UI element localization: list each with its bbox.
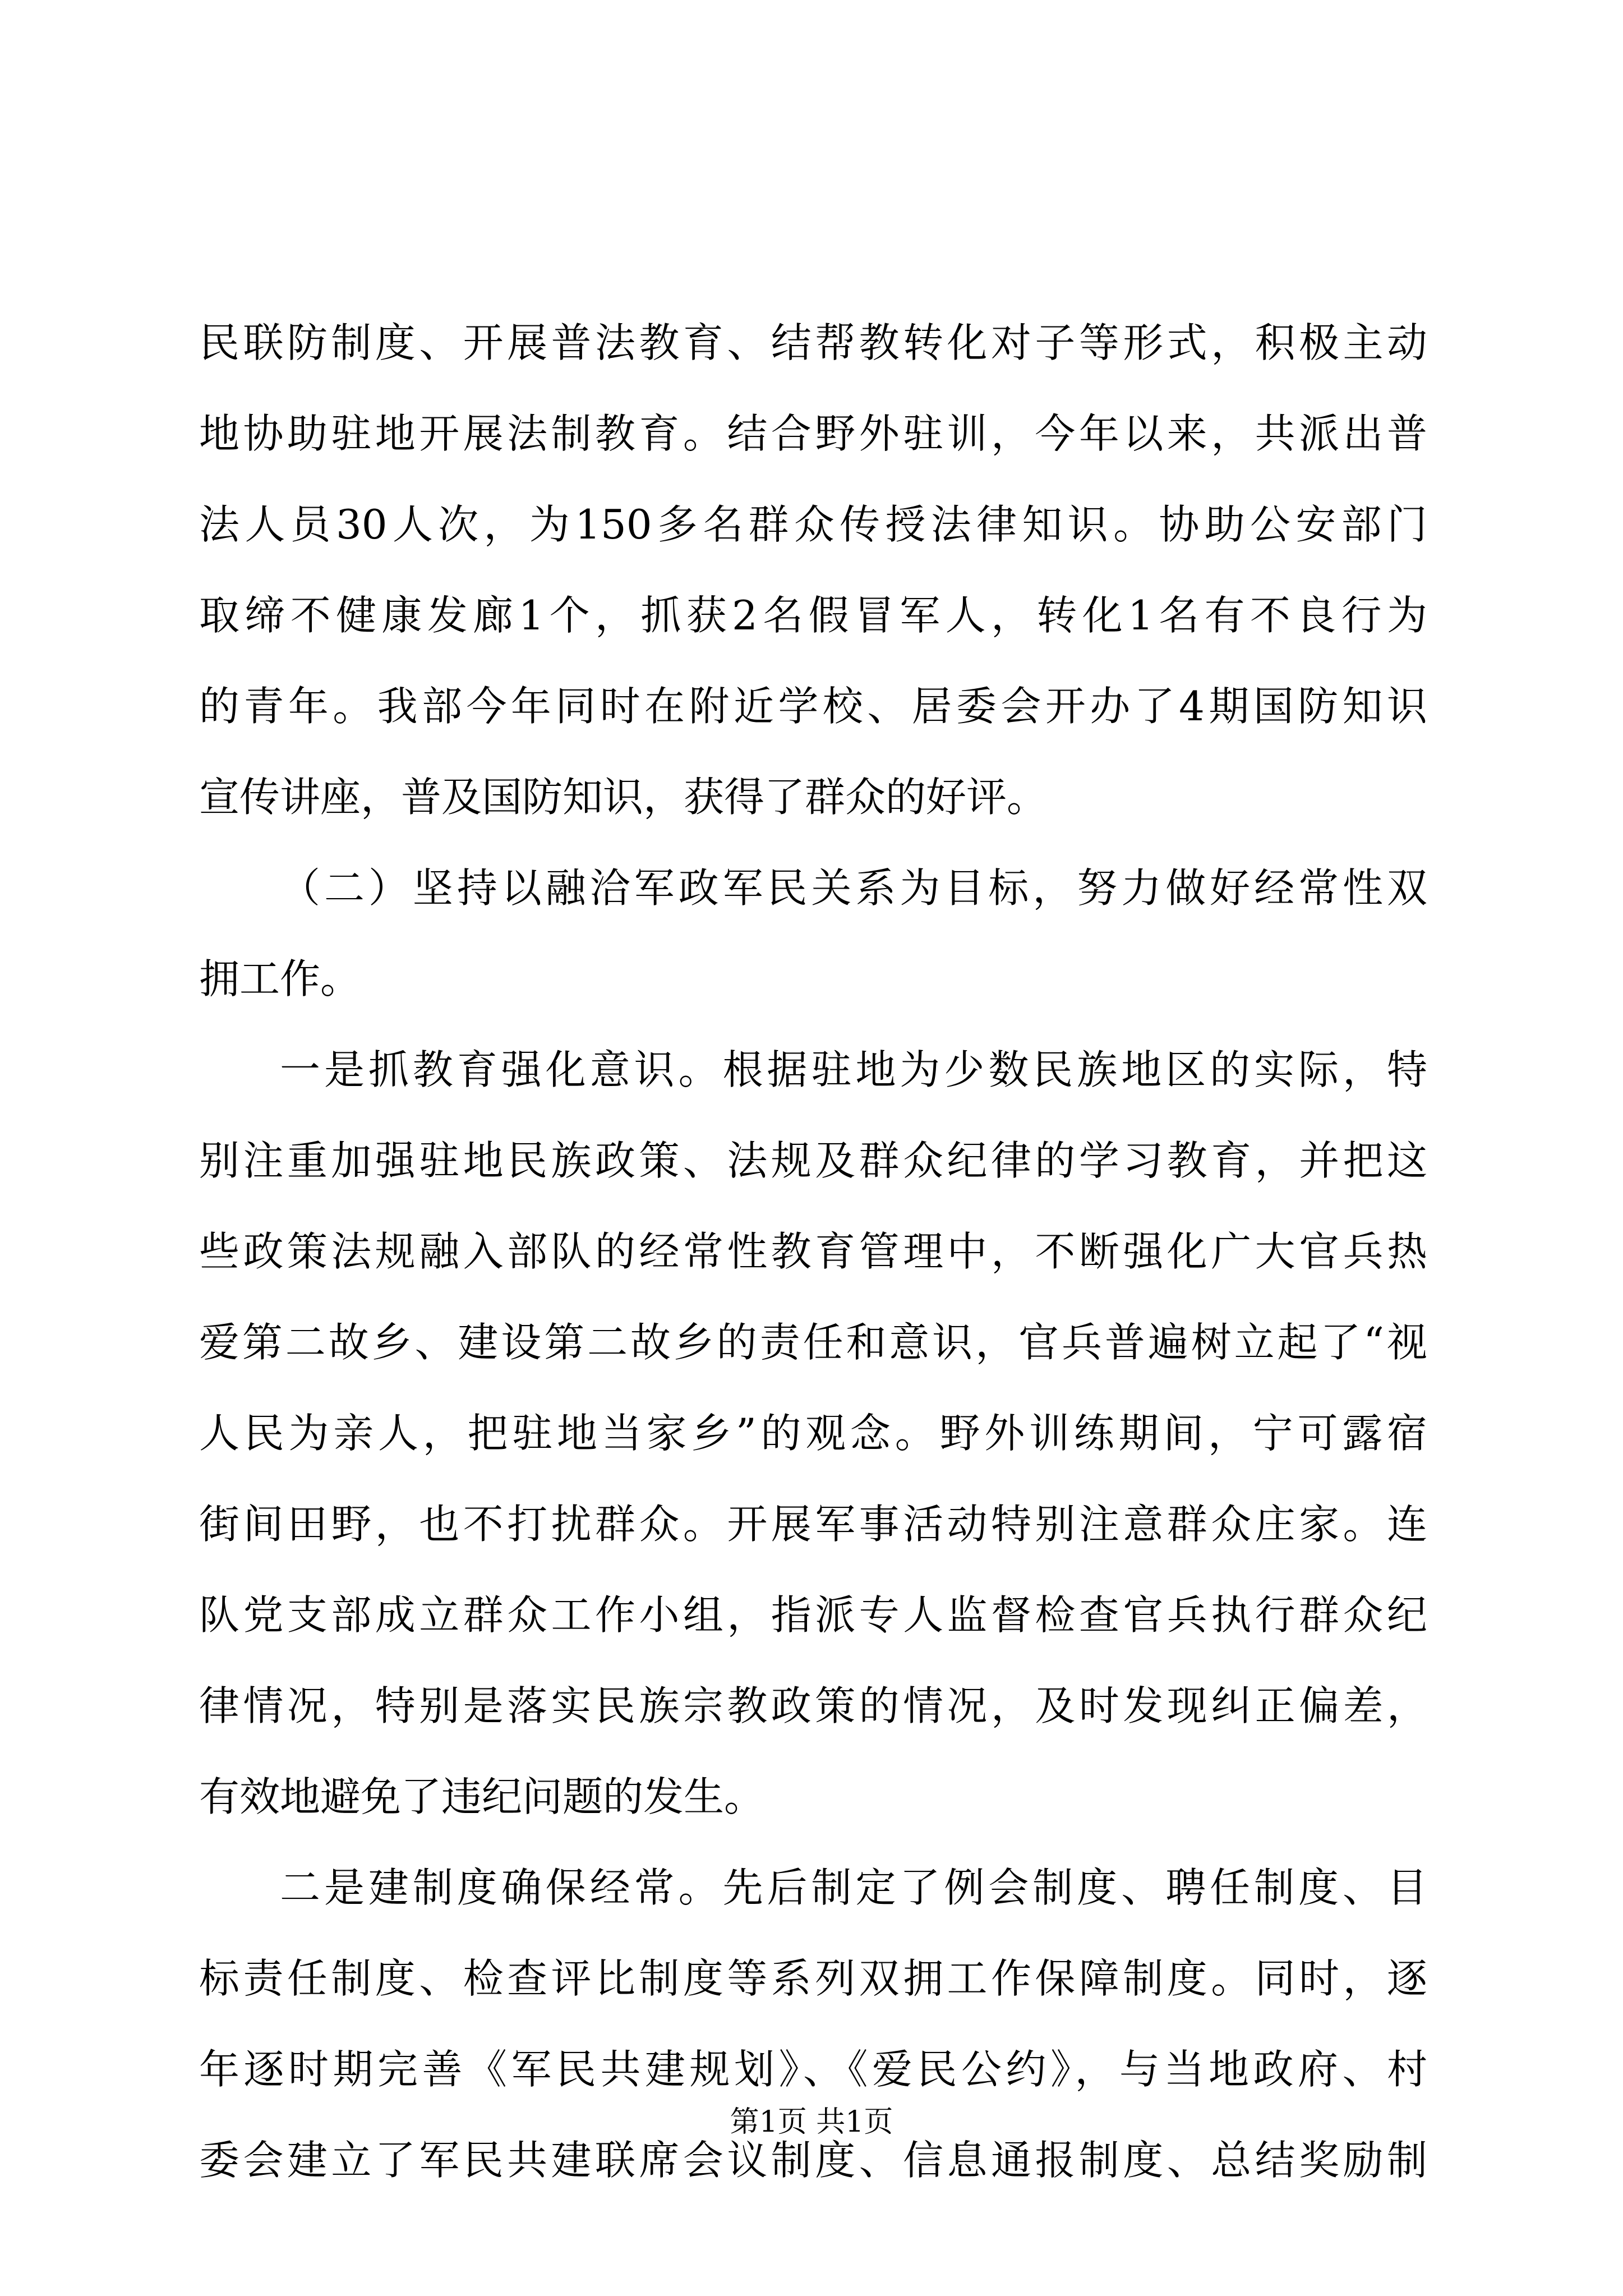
text-line-16: 律情况，特别是落实民族宗教政策的情况，及时发现纠正偏差， [199,1682,1427,1729]
text-line-11: 些政策法规融入部队的经常性教育管理中，不断强化广大官兵热 [199,1228,1427,1275]
text-line-12: 爱第二故乡、建设第二故乡的责任和意识，官兵普遍树立起了“视 [199,1319,1427,1366]
page-footer: 第1页 共1页 [730,2105,893,2139]
text-line-6: 宣传讲座，普及国防知识，获得了群众的好评。 [199,774,1048,821]
text-line-17: 有效地避免了违纪问题的发生。 [199,1773,765,1820]
text-line-1: 民联防制度、开展普法教育、结帮教转化对子等形式，积极主动 [199,319,1427,366]
text-line-20: 年逐时期完善《军民共建规划》、《爱民公约》，与当地政府、村 [199,2046,1427,2093]
body-text [199,297,1427,2206]
text-line-21: 委会建立了军民共建联席会议制度、信息通报制度、总结奖励制 [199,2137,1427,2184]
text-line-9: 一是抓教育强化意识。根据驻地为少数民族地区的实际，特 [280,1046,1427,1093]
text-line-15: 队党支部成立群众工作小组，指派专人监督检查官兵执行群众纪 [199,1591,1427,1639]
text-line-5: 的青年。我部今年同时在附近学校、居委会开办了4期国防知识 [199,683,1427,730]
text-line-14: 街间田野，也不打扰群众。开展军事活动特别注意群众庄家。连 [199,1501,1427,1548]
text-line-3: 法人员30人次，为150多名群众传授法律知识。协助公安部门 [199,501,1427,548]
text-line-8: 拥工作。 [199,955,361,1002]
text-line-19: 标责任制度、检查评比制度等系列双拥工作保障制度。同时，逐 [199,1955,1427,2002]
text-line-7: （二）坚持以融洽军政军民关系为目标，努力做好经常性双 [280,864,1427,912]
text-line-13: 人民为亲人，把驻地当家乡”的观念。野外训练期间，宁可露宿 [199,1410,1427,1457]
text-line-2: 地协助驻地开展法制教育。结合野外驻训，今年以来，共派出普 [199,410,1427,457]
text-line-10: 别注重加强驻地民族政策、法规及群众纪律的学习教育，并把这 [199,1137,1427,1184]
text-line-18: 二是建制度确保经常。先后制定了例会制度、聘任制度、目 [280,1864,1427,1911]
text-line-4: 取缔不健康发廊1个，抓获2名假冒军人，转化1名有不良行为 [199,592,1427,639]
